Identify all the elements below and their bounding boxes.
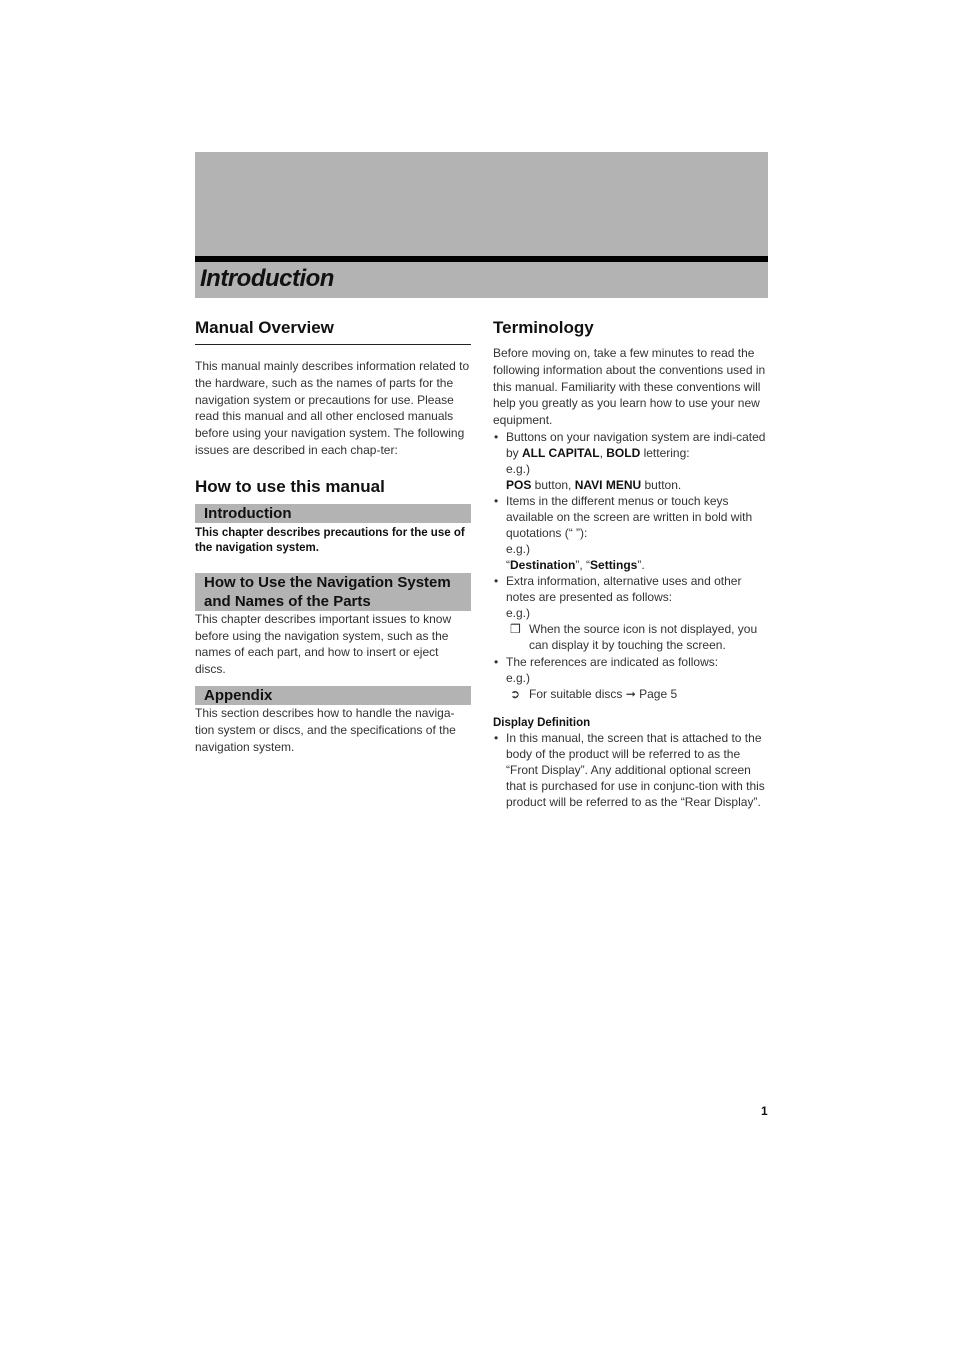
list-item: • Extra information, alternative uses and other notes are presented as follows: <box>494 573 742 604</box>
list-item: • In this manual, the screen that is attached to the body of the product will be referred to as the “Front Display”. Any additional optional screen that is purchased for use in conjunc-tion with this product will be referred to as the “Rear Display”. <box>494 731 765 810</box>
list-item: • Items in the different menus or touch keys available on the screen are written in bold with quotations (“ ”): <box>494 493 753 540</box>
example-label: e.g.) <box>506 541 531 556</box>
manual-overview-heading: Manual Overview <box>195 318 471 345</box>
section-title-line1: How to Use the Navigation System <box>204 573 451 591</box>
reference-example: ➲ For suitable discs ➞ Page 5 <box>510 686 678 701</box>
chapter-banner <box>195 152 768 298</box>
section-text-introduction: This chapter describes precautions for the use of the navigation system. <box>195 526 465 554</box>
example-keys: “Destination”, “Settings”. <box>506 557 645 572</box>
example-buttons: POS button, NAVI MENU button. <box>506 477 682 492</box>
left-column <box>195 318 471 755</box>
page-number: 1 <box>761 1104 768 1118</box>
terminology-heading: Terminology <box>493 318 594 337</box>
section-bar-navigation-system <box>195 573 471 611</box>
example-label: e.g.) <box>506 605 531 620</box>
note-box-icon: ❒ <box>510 621 521 636</box>
banner-rule <box>195 256 768 262</box>
chapter-title: Introduction <box>200 265 334 292</box>
manual-overview-text: This manual mainly describes information related to the hardware, such as the names of parts for the navigation system or precautions for use. Please read this manual and all other enclosed manuals before using your navigation system. The following issues are described in each chap-ter: <box>195 359 470 457</box>
terminology-list <box>493 429 768 703</box>
note-example: ❒ When the source icon is not displayed, you can display it by touching the screen. <box>510 621 758 653</box>
section-bar-appendix: Appendix <box>195 686 471 705</box>
terminology-intro: Before moving on, take a few minutes to read the following information about the conventions used in this manual. Familiarity with these conventions will help you greatly as you learn how to use your new equipment. <box>493 346 766 428</box>
reference-arrow-icon: ➲ <box>510 686 521 701</box>
how-to-use-heading: How to use this manual <box>195 476 385 496</box>
list-item: • Buttons on your navigation system are indi-cated by ALL CAPITAL, BOLD lettering: <box>494 429 766 460</box>
section-text-navigation-system: This chapter describes important issues to know before using the navigation system, such as the names of each part, and how to insert or eject discs. <box>195 611 452 677</box>
display-definition-heading: Display Definition <box>493 717 591 730</box>
example-label: e.g.) <box>506 461 531 476</box>
section-bar-introduction: Introduction <box>195 504 471 523</box>
example-label: e.g.) <box>506 670 531 685</box>
right-column <box>493 318 768 810</box>
section-title-line2: and Names of the Parts <box>204 592 371 610</box>
section-text-appendix: This section describes how to handle the naviga-tion system or discs, and the specifications of the navigation system. <box>195 705 456 754</box>
list-item: • The references are indicated as follows: <box>494 654 719 669</box>
